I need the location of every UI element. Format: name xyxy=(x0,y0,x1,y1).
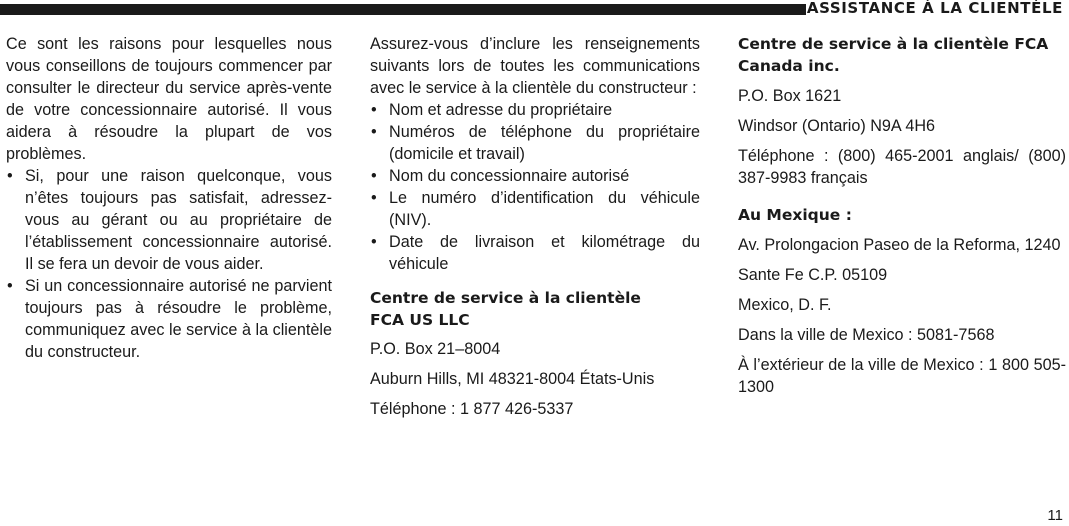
intro-paragraph: Ce sont les raisons pour lesquelles nous vous conseillons de toujours commencer par consulter le directeur du service après-vente de votre concessionnaire autorisé. Il vous aidera à résoudre la plupart de vos problèmes. xyxy=(6,35,332,163)
canada-center-heading: Centre de service à la clientèle FCA Canada inc. xyxy=(738,35,1049,75)
list-item: • Date de livraison et kilométrage du véhicule xyxy=(370,231,700,275)
mexico-city: Mexico, D. F. xyxy=(738,296,832,314)
section-title: ASSISTANCE À LA CLIENTÈLE xyxy=(806,0,1063,17)
page-number: 11 xyxy=(1047,507,1063,524)
column-1 xyxy=(6,33,332,363)
mexico-phone-in-city: Dans la ville de Mexico : 5081-7568 xyxy=(738,326,995,344)
escalation-list xyxy=(6,165,332,363)
list-item: • Si, pour une raison quelconque, vous n’êtes toujours pas satisfait, adressez-vous au gérant ou au propriétaire de l’établissement concessionnaire autorisé. Il se fera un devoir de vous aider. xyxy=(6,165,332,275)
mexico-heading: Au Mexique : xyxy=(738,206,852,224)
canada-city: Windsor (Ontario) N9A 4H6 xyxy=(738,117,936,135)
us-city: Auburn Hills, MI 48321-8004 États-Unis xyxy=(370,370,655,388)
list-item: • Si un concessionnaire autorisé ne parvient toujours pas à résoudre le problème, communiquez avec le service à la clientèle du constructeur. xyxy=(6,275,332,363)
column-3 xyxy=(738,33,1066,398)
mexico-address: Av. Prolongacion Paseo de la Reforma, 1240 xyxy=(738,236,1061,254)
list-item: • Numéros de téléphone du propriétaire (domicile et travail) xyxy=(370,121,700,165)
canada-po-box: P.O. Box 1621 xyxy=(738,87,842,105)
us-phone: Téléphone : 1 877 426-5337 xyxy=(370,400,574,418)
canada-phone: Téléphone : (800) 465-2001 anglais/ (800) 387-9983 français xyxy=(738,147,1066,187)
us-center-heading-line2: FCA US LLC xyxy=(370,311,470,329)
header-bar xyxy=(0,4,806,15)
column-2 xyxy=(370,33,700,420)
mexico-phone-outside: À l’extérieur de la ville de Mexico : 1 800 505-1300 xyxy=(738,356,1066,396)
list-item: • Le numéro d’identification du véhicule (NIV). xyxy=(370,187,700,231)
us-po-box: P.O. Box 21–8004 xyxy=(370,340,501,358)
us-center-heading-line1: Centre de service à la clientèle xyxy=(370,289,641,307)
required-info-list xyxy=(370,99,700,275)
list-item: • Nom du concessionnaire autorisé xyxy=(370,165,700,187)
info-paragraph: Assurez-vous d’inclure les renseignements suivants lors de toutes les communications avec le service à la clientèle du constructeur : xyxy=(370,35,700,97)
list-item: • Nom et adresse du propriétaire xyxy=(370,99,700,121)
mexico-district: Sante Fe C.P. 05109 xyxy=(738,266,888,284)
